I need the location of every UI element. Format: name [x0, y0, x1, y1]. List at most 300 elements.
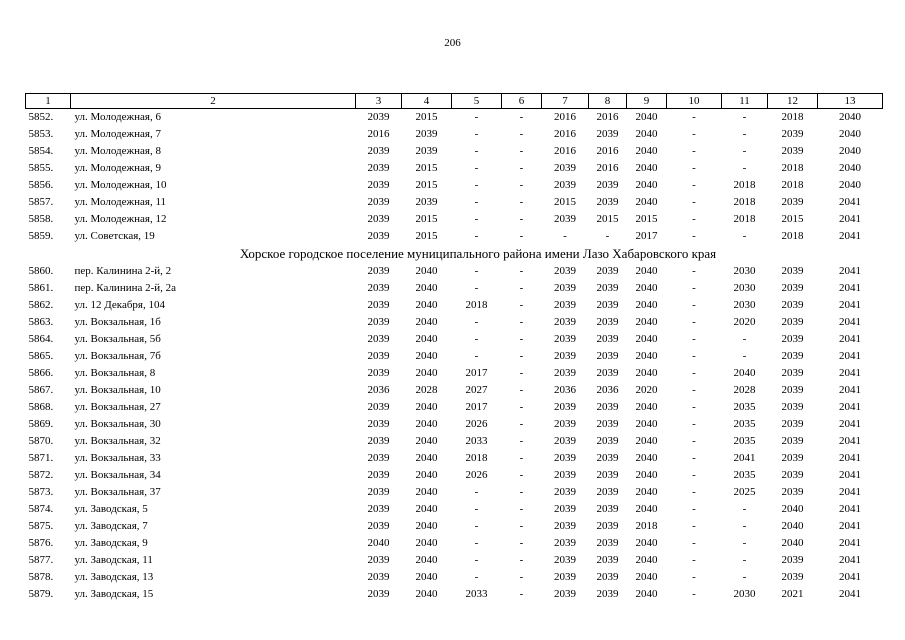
address-cell: ул. Молодежная, 12 — [74, 213, 167, 225]
year-cell-4: 2040 — [415, 588, 438, 600]
year-cell-4: 2040 — [415, 486, 438, 498]
year-cell-5: 2018 — [465, 452, 488, 464]
year-cell-10: - — [692, 503, 696, 515]
year-cell-13: 2040 — [839, 145, 861, 157]
table-row — [26, 484, 883, 501]
year-cell-9: 2018 — [635, 520, 658, 532]
year-cell-7: 2039 — [554, 452, 576, 464]
year-cell-9: 2040 — [635, 537, 658, 549]
table-row — [26, 535, 883, 552]
row-number: 5853. — [28, 128, 54, 140]
year-cell-13: 2041 — [839, 265, 861, 277]
year-cell-13: 2041 — [839, 435, 861, 447]
year-cell-10: - — [692, 588, 696, 600]
year-cell-9: 2040 — [635, 196, 658, 208]
table-row — [26, 331, 883, 348]
year-cell-12: 2021 — [781, 588, 804, 600]
year-cell-11: - — [742, 333, 747, 345]
table-row — [26, 552, 883, 569]
year-cell-10: - — [692, 452, 696, 464]
year-cell-6: - — [519, 111, 524, 123]
year-cell-6: - — [519, 588, 524, 600]
year-cell-4: 2040 — [415, 503, 438, 515]
year-cell-10: - — [692, 282, 696, 294]
address-cell: ул. Вокзальная, 10 — [74, 384, 161, 396]
year-cell-13: 2041 — [839, 316, 861, 328]
table-row — [26, 433, 883, 450]
year-cell-5: 2033 — [465, 435, 488, 447]
table-row — [26, 382, 883, 399]
year-cell-4: 2040 — [415, 571, 438, 583]
year-cell-7: 2039 — [554, 282, 576, 294]
year-cell-3: 2039 — [367, 111, 390, 123]
year-cell-9: 2040 — [635, 299, 658, 311]
year-cell-9: 2040 — [635, 162, 658, 174]
address-cell: пер. Калинина 2-й, 2 — [74, 265, 172, 277]
table-row — [26, 314, 883, 331]
year-cell-13: 2040 — [839, 111, 861, 123]
year-cell-10: - — [692, 367, 696, 379]
table-row — [26, 416, 883, 433]
year-cell-10: - — [692, 418, 696, 430]
year-cell-13: 2041 — [839, 588, 861, 600]
year-cell-12: 2039 — [781, 350, 804, 362]
year-cell-12: 2039 — [781, 367, 804, 379]
year-cell-13: 2041 — [839, 299, 861, 311]
table-row — [26, 160, 883, 177]
year-cell-12: 2039 — [781, 316, 804, 328]
year-cell-7: 2039 — [554, 418, 576, 430]
address-cell: ул. Вокзальная, 30 — [74, 418, 161, 430]
year-cell-7: 2036 — [554, 384, 576, 396]
year-cell-9: 2040 — [635, 128, 658, 140]
address-cell: ул. Вокзальная, 27 — [74, 401, 161, 413]
year-cell-9: 2040 — [635, 571, 658, 583]
year-cell-12: 2039 — [781, 486, 804, 498]
row-number: 5866. — [28, 367, 54, 379]
header-cell-1: 1 — [26, 94, 71, 109]
year-cell-8: 2039 — [596, 350, 619, 362]
year-cell-8: 2039 — [596, 128, 619, 140]
year-cell-9: 2040 — [635, 350, 658, 362]
year-cell-5: 2026 — [465, 469, 488, 481]
address-cell: ул. Заводская, 13 — [74, 571, 154, 583]
year-cell-6: - — [519, 367, 524, 379]
year-cell-13: 2041 — [839, 503, 861, 515]
year-cell-13: 2041 — [839, 350, 861, 362]
year-cell-10: - — [692, 162, 696, 174]
year-cell-3: 2039 — [367, 571, 390, 583]
year-cell-9: 2040 — [635, 179, 658, 191]
year-cell-8: 2039 — [596, 316, 619, 328]
year-cell-8: 2039 — [596, 435, 619, 447]
year-cell-3: 2039 — [367, 145, 390, 157]
year-cell-6: - — [519, 128, 524, 140]
header-cell-11: 11 — [722, 94, 768, 109]
year-cell-13: 2041 — [839, 367, 861, 379]
year-cell-12: 2039 — [781, 145, 804, 157]
year-cell-6: - — [519, 333, 524, 345]
year-cell-10: - — [692, 333, 696, 345]
year-cell-3: 2039 — [367, 401, 390, 413]
year-cell-5: - — [474, 537, 479, 549]
year-cell-11: - — [742, 571, 747, 583]
year-cell-3: 2039 — [367, 179, 390, 191]
year-cell-5: 2033 — [465, 588, 488, 600]
year-cell-13: 2040 — [839, 162, 861, 174]
header-cell-7: 7 — [542, 94, 589, 109]
year-cell-11: 2018 — [733, 196, 756, 208]
year-cell-8: 2039 — [596, 469, 619, 481]
year-cell-10: - — [692, 145, 696, 157]
year-cell-6: - — [519, 316, 524, 328]
year-cell-11: 2040 — [733, 367, 756, 379]
year-cell-9: 2040 — [635, 316, 658, 328]
year-cell-7: - — [563, 230, 567, 242]
year-cell-10: - — [692, 316, 696, 328]
address-cell: ул. Вокзальная, 37 — [74, 486, 161, 498]
table-row — [26, 194, 883, 211]
year-cell-5: - — [474, 520, 479, 532]
year-cell-12: 2018 — [781, 162, 804, 174]
year-cell-8: 2039 — [596, 265, 619, 277]
year-cell-3: 2039 — [367, 367, 390, 379]
header-cell-8: 8 — [589, 94, 627, 109]
table-row — [26, 450, 883, 467]
year-cell-13: 2041 — [839, 213, 861, 225]
year-cell-11: 2030 — [733, 265, 756, 277]
year-cell-4: 2040 — [415, 299, 438, 311]
year-cell-4: 2040 — [415, 418, 438, 430]
year-cell-5: - — [474, 554, 479, 566]
year-cell-8: 2039 — [596, 571, 619, 583]
address-cell: ул. 12 Декабря, 104 — [74, 299, 165, 311]
year-cell-3: 2039 — [367, 350, 390, 362]
year-cell-10: - — [692, 554, 696, 566]
year-cell-13: 2041 — [839, 196, 861, 208]
year-cell-6: - — [519, 162, 524, 174]
year-cell-11: - — [742, 520, 747, 532]
year-cell-12: 2018 — [781, 179, 804, 191]
year-cell-12: 2015 — [781, 213, 804, 225]
year-cell-13: 2041 — [839, 282, 861, 294]
address-cell: ул. Вокзальная, 8 — [74, 367, 156, 379]
year-cell-11: 2035 — [733, 418, 756, 430]
year-cell-4: 2040 — [415, 265, 438, 277]
year-cell-3: 2039 — [367, 299, 390, 311]
year-cell-4: 2040 — [415, 435, 438, 447]
year-cell-5: - — [474, 196, 479, 208]
year-cell-8: 2039 — [596, 418, 619, 430]
year-cell-10: - — [692, 111, 696, 123]
table-row — [26, 211, 883, 228]
year-cell-4: 2040 — [415, 350, 438, 362]
year-cell-12: 2039 — [781, 401, 804, 413]
year-cell-4: 2015 — [415, 213, 438, 225]
year-cell-9: 2040 — [635, 145, 658, 157]
row-number: 5875. — [28, 520, 54, 532]
table-row — [26, 569, 883, 586]
year-cell-7: 2039 — [554, 367, 576, 379]
year-cell-8: 2016 — [596, 145, 619, 157]
year-cell-10: - — [692, 350, 696, 362]
year-cell-11: - — [742, 128, 747, 140]
year-cell-9: 2040 — [635, 554, 658, 566]
year-cell-5: - — [474, 213, 479, 225]
year-cell-4: 2040 — [415, 333, 438, 345]
row-number: 5878. — [28, 571, 54, 583]
year-cell-8: 2039 — [596, 401, 619, 413]
year-cell-3: 2039 — [367, 162, 390, 174]
year-cell-6: - — [519, 537, 524, 549]
year-cell-8: 2016 — [596, 162, 619, 174]
year-cell-7: 2039 — [554, 265, 576, 277]
row-number: 5854. — [28, 145, 54, 157]
year-cell-3: 2040 — [367, 537, 390, 549]
row-number: 5871. — [28, 452, 54, 464]
address-cell: ул. Вокзальная, 5б — [74, 333, 161, 345]
year-cell-4: 2040 — [415, 537, 438, 549]
year-cell-6: - — [519, 265, 524, 277]
table-row — [26, 348, 883, 365]
year-cell-6: - — [519, 145, 524, 157]
year-cell-9: 2015 — [635, 213, 658, 225]
year-cell-6: - — [519, 179, 524, 191]
year-cell-7: 2039 — [554, 554, 576, 566]
year-cell-6: - — [519, 418, 524, 430]
table-row — [26, 126, 883, 143]
year-cell-6: - — [519, 435, 524, 447]
year-cell-8: 2039 — [596, 179, 619, 191]
year-cell-6: - — [519, 213, 524, 225]
year-cell-5: - — [474, 265, 479, 277]
year-cell-8: 2039 — [596, 367, 619, 379]
year-cell-10: - — [692, 435, 696, 447]
year-cell-6: - — [519, 401, 524, 413]
year-cell-12: 2039 — [781, 435, 804, 447]
row-number: 5858. — [28, 213, 54, 225]
year-cell-13: 2041 — [839, 401, 861, 413]
year-cell-6: - — [519, 554, 524, 566]
year-cell-13: 2041 — [839, 384, 861, 396]
year-cell-5: - — [474, 230, 479, 242]
year-cell-8: 2015 — [596, 213, 619, 225]
year-cell-6: - — [519, 384, 524, 396]
year-cell-6: - — [519, 452, 524, 464]
address-cell: ул. Заводская, 5 — [74, 503, 148, 515]
year-cell-6: - — [519, 350, 524, 362]
year-cell-9: 2040 — [635, 486, 658, 498]
year-cell-3: 2039 — [367, 486, 390, 498]
year-cell-11: - — [742, 554, 747, 566]
table-row — [26, 399, 883, 416]
year-cell-5: - — [474, 316, 479, 328]
header-cell-3: 3 — [356, 94, 402, 109]
header-row — [26, 94, 883, 109]
year-cell-3: 2039 — [367, 520, 390, 532]
year-cell-10: - — [692, 486, 696, 498]
year-cell-9: 2040 — [635, 333, 658, 345]
year-cell-7: 2016 — [554, 111, 576, 123]
year-cell-11: 2030 — [733, 282, 756, 294]
year-cell-10: - — [692, 384, 696, 396]
year-cell-8: 2016 — [596, 111, 619, 123]
year-cell-4: 2028 — [415, 384, 438, 396]
row-number: 5860. — [28, 265, 54, 277]
year-cell-4: 2039 — [415, 196, 438, 208]
address-cell: ул. Молодежная, 10 — [74, 179, 167, 191]
address-cell: пер. Калинина 2-й, 2а — [74, 282, 177, 294]
year-cell-6: - — [519, 282, 524, 294]
year-cell-5: 2017 — [465, 401, 488, 413]
year-cell-3: 2039 — [367, 435, 390, 447]
year-cell-7: 2039 — [554, 588, 576, 600]
year-cell-12: 2039 — [781, 299, 804, 311]
table-row — [26, 297, 883, 314]
year-cell-7: 2039 — [554, 401, 576, 413]
year-cell-9: 2040 — [635, 503, 658, 515]
year-cell-13: 2041 — [839, 333, 861, 345]
year-cell-6: - — [519, 571, 524, 583]
row-number: 5864. — [28, 333, 54, 345]
year-cell-3: 2039 — [367, 316, 390, 328]
year-cell-6: - — [519, 196, 524, 208]
year-cell-12: 2039 — [781, 128, 804, 140]
address-cell: ул. Заводская, 15 — [74, 588, 154, 600]
year-cell-5: - — [474, 179, 479, 191]
year-cell-8: 2039 — [596, 282, 619, 294]
year-cell-3: 2039 — [367, 213, 390, 225]
year-cell-7: 2039 — [554, 571, 576, 583]
year-cell-3: 2039 — [367, 452, 390, 464]
year-cell-13: 2041 — [839, 571, 861, 583]
year-cell-12: 2039 — [781, 452, 804, 464]
header-cell-10: 10 — [667, 94, 722, 109]
year-cell-3: 2039 — [367, 282, 390, 294]
year-cell-12: 2018 — [781, 230, 804, 242]
year-cell-12: 2018 — [781, 111, 804, 123]
year-cell-8: 2039 — [596, 452, 619, 464]
year-cell-6: - — [519, 486, 524, 498]
year-cell-6: - — [519, 469, 524, 481]
header-cell-12: 12 — [768, 94, 818, 109]
year-cell-3: 2036 — [367, 384, 390, 396]
year-cell-12: 2040 — [781, 503, 804, 515]
year-cell-12: 2039 — [781, 333, 804, 345]
address-cell: ул. Вокзальная, 7б — [74, 350, 161, 362]
row-number: 5872. — [28, 469, 54, 481]
year-cell-12: 2040 — [781, 520, 804, 532]
section-title: Хорское городское поселение муниципального района имени Лазо Хабаровского края — [239, 246, 717, 261]
row-number: 5874. — [28, 503, 54, 515]
year-cell-7: 2039 — [554, 213, 576, 225]
table-row — [26, 586, 883, 603]
address-cell: ул. Вокзальная, 33 — [74, 452, 161, 464]
year-cell-7: 2039 — [554, 333, 576, 345]
year-cell-3: 2039 — [367, 230, 390, 242]
year-cell-7: 2039 — [554, 316, 576, 328]
table-row — [26, 177, 883, 194]
year-cell-8: 2039 — [596, 537, 619, 549]
year-cell-9: 2040 — [635, 111, 658, 123]
year-cell-7: 2039 — [554, 162, 576, 174]
year-cell-5: - — [474, 333, 479, 345]
year-cell-10: - — [692, 128, 696, 140]
row-number: 5877. — [28, 554, 54, 566]
row-number: 5868. — [28, 401, 54, 413]
table-row — [26, 501, 883, 518]
year-cell-4: 2040 — [415, 469, 438, 481]
year-cell-7: 2039 — [554, 520, 576, 532]
year-cell-10: - — [692, 213, 696, 225]
year-cell-6: - — [519, 230, 524, 242]
address-cell: ул. Заводская, 9 — [74, 537, 148, 549]
year-cell-12: 2039 — [781, 571, 804, 583]
year-cell-3: 2039 — [367, 333, 390, 345]
year-cell-11: 2028 — [733, 384, 756, 396]
year-cell-3: 2039 — [367, 418, 390, 430]
row-number: 5863. — [28, 316, 54, 328]
year-cell-3: 2016 — [367, 128, 390, 140]
year-cell-5: - — [474, 282, 479, 294]
year-cell-3: 2039 — [367, 554, 390, 566]
year-cell-4: 2015 — [415, 230, 438, 242]
row-number: 5869. — [28, 418, 54, 430]
row-number: 5862. — [28, 299, 54, 311]
year-cell-4: 2040 — [415, 282, 438, 294]
year-cell-5: 2017 — [465, 367, 488, 379]
year-cell-10: - — [692, 265, 696, 277]
year-cell-12: 2040 — [781, 537, 804, 549]
address-cell: ул. Молодежная, 9 — [74, 162, 161, 174]
year-cell-8: - — [605, 230, 610, 242]
year-cell-13: 2041 — [839, 418, 861, 430]
year-cell-10: - — [692, 299, 696, 311]
year-cell-5: - — [474, 571, 479, 583]
year-cell-11: 2035 — [733, 469, 756, 481]
year-cell-7: 2016 — [554, 128, 576, 140]
year-cell-3: 2039 — [367, 469, 390, 481]
year-cell-8: 2039 — [596, 333, 619, 345]
year-cell-9: 2017 — [635, 230, 658, 242]
table-row — [26, 109, 883, 127]
year-cell-9: 2040 — [635, 282, 658, 294]
year-cell-5: - — [474, 503, 479, 515]
table-row — [26, 228, 883, 245]
address-cell: ул. Молодежная, 11 — [74, 196, 167, 208]
year-cell-4: 2040 — [415, 367, 438, 379]
year-cell-10: - — [692, 179, 696, 191]
year-cell-12: 2039 — [781, 196, 804, 208]
year-cell-3: 2039 — [367, 588, 390, 600]
year-cell-11: 2030 — [733, 588, 756, 600]
year-cell-13: 2041 — [839, 537, 861, 549]
year-cell-9: 2040 — [635, 265, 658, 277]
year-cell-10: - — [692, 196, 696, 208]
year-cell-13: 2041 — [839, 230, 861, 242]
address-cell: ул. Вокзальная, 32 — [74, 435, 161, 447]
address-cell: ул. Молодежная, 7 — [74, 128, 161, 140]
year-cell-5: 2018 — [465, 299, 488, 311]
year-cell-9: 2020 — [635, 384, 658, 396]
year-cell-11: - — [742, 111, 747, 123]
year-cell-7: 2015 — [554, 196, 576, 208]
year-cell-7: 2039 — [554, 503, 576, 515]
row-number: 5856. — [28, 179, 54, 191]
table-row — [26, 263, 883, 280]
header-cell-13: 13 — [818, 94, 883, 109]
year-cell-13: 2041 — [839, 452, 861, 464]
